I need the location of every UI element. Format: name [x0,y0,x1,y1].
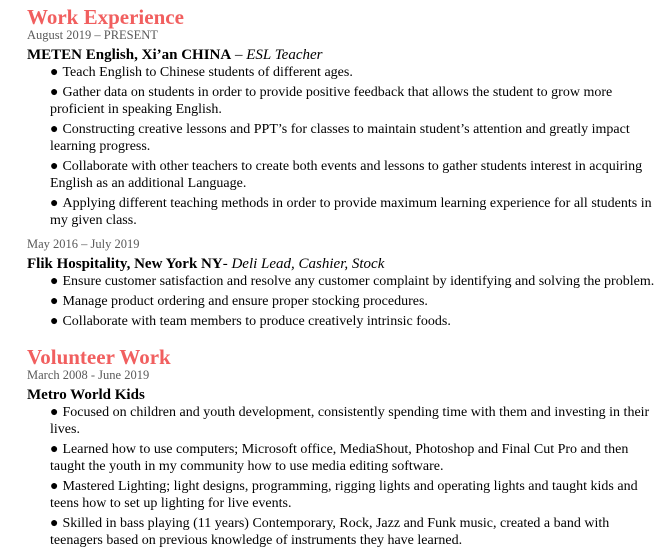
job-bullet-list [27,273,661,330]
work-experience-heading: Work Experience [27,5,184,29]
job-organization: Flik Hospitality, New York NY [27,256,223,272]
job-organization: METEN English, Xi’an CHINA [27,47,232,63]
job-title [27,255,661,273]
bullet-text: Focused on children and youth development, consistently spending time with them and investing in their lives. [50,405,650,437]
job-date: May 2016 – July 2019 [27,237,140,251]
volunteer-bullet-list [27,404,661,549]
list-item [50,121,661,155]
bullet-icon: ● [50,442,59,457]
bullet-text: Collaborate with team members to produce creatively intrinsic foods. [62,314,451,329]
job-separator: – [231,47,247,63]
bullet-icon: ● [50,65,59,80]
volunteer-organization: Metro World Kids [27,387,145,403]
list-item [50,273,661,290]
list-item [50,515,661,549]
volunteer-title [27,386,661,404]
bullet-text: Skilled in bass playing (11 years) Contemporary, Rock, Jazz and Funk music, created a band with teenagers based on previous knowledge of instruments they have learned. [50,516,610,548]
list-item [50,441,661,475]
list-item [50,478,661,512]
job-separator: - [222,256,232,272]
list-item [50,64,661,81]
job-role: Deli Lead, Cashier, Stock [231,256,385,272]
bullet-icon: ● [50,405,59,420]
bullet-icon: ● [50,159,59,174]
list-item [50,158,661,192]
bullet-text: Gather data on students in order to provide positive feedback that allows the student to grow more proficient in speaking English. [50,85,613,117]
bullet-text: Collaborate with other teachers to create both events and lessons to gather students interest in acquiring English as an additional Language. [50,159,643,191]
bullet-text: Applying different teaching methods in order to provide maximum learning experience for all students in my given class. [50,196,652,228]
bullet-text: Ensure customer satisfaction and resolve any customer complaint by identifying and solving the problem. [62,274,655,289]
bullet-icon: ● [50,516,59,531]
bullet-icon: ● [50,294,59,309]
list-item [50,84,661,118]
bullet-icon: ● [50,122,59,137]
bullet-icon: ● [50,85,59,100]
bullet-icon: ● [50,479,59,494]
bullet-icon: ● [50,196,59,211]
list-item [50,293,661,310]
volunteer-work-heading: Volunteer Work [27,345,171,369]
bullet-text: Mastered Lighting; light designs, programming, rigging lights and operating lights and taught kids and teens how to set up lighting for live events. [50,479,638,511]
bullet-icon: ● [50,274,59,289]
job-date: August 2019 – PRESENT [27,28,158,42]
volunteer-date: March 2008 - June 2019 [27,368,150,382]
job-role: ESL Teacher [246,47,323,63]
job-title [27,46,661,64]
list-item [50,313,661,330]
job-bullet-list [27,64,661,229]
bullet-text: Learned how to use computers; Microsoft office, MediaShout, Photoshop and Final Cut Pro and then taught the youth in my community how to use media editing software. [50,442,629,474]
list-item [50,404,661,438]
bullet-text: Constructing creative lessons and PPT’s for classes to maintain student’s attention and greatly impact learning progress. [50,122,630,154]
bullet-text: Teach English to Chinese students of different ages. [62,65,353,80]
bullet-text: Manage product ordering and ensure proper stocking procedures. [62,294,428,309]
list-item [50,195,661,229]
bullet-icon: ● [50,314,59,329]
